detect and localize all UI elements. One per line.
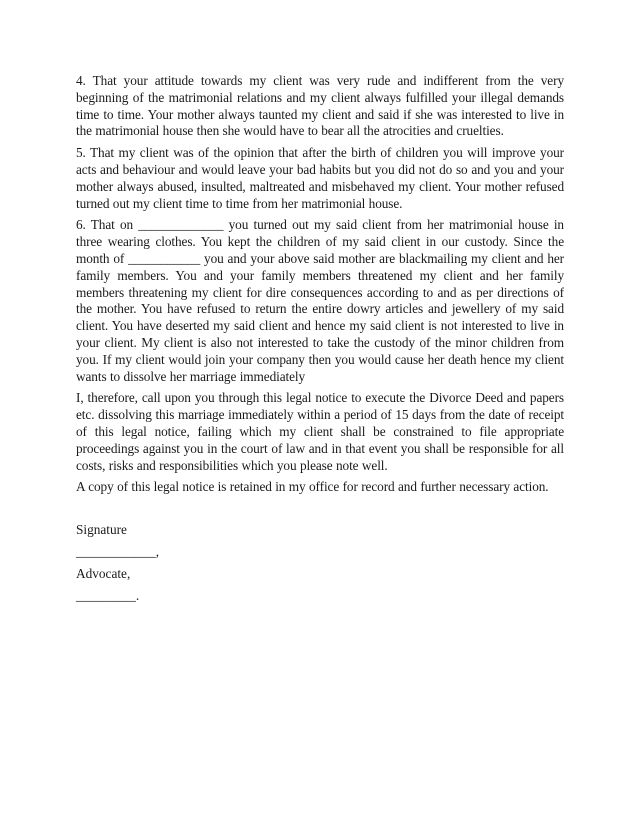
paragraph-5: 5. That my client was of the opinion that after the birth of children you will improve your acts and behaviour and would leave your bad habits but you did not do so and you and your mother always abused, insulted, maltreated and misbehaved my client. Your mother refused turned out my client time to time from her matrimonial house. (76, 145, 564, 211)
paragraph-4: 4. That your attitude towards my client was very rude and indifferent from the very beginning of the matrimonial relations and my client always fulfilled your illegal demands time to time. Your mother always taunted my client and said if she was interested to live in the matrimonial house then she would have to bear all the atrocities and cruelties. (76, 73, 564, 139)
record-note-paragraph: A copy of this legal notice is retained in my office for record and further necessary action. (76, 479, 549, 495)
paragraph-6: 6. That on _____________ you turned out my said client from her matrimonial house in three wearing clothes. You kept the children of my said client in our custody. Since the month of ___________ you and your above said mother are blackmailing my client and her family members. You and your family members threatened my client and her family members threatening my client for dire consequences according to and as per directions of the mother. You have refused to return the entire dowry articles and jewellery of my said client. You have deserted my said client and hence my said client is not interested to live in your client. My client is also not interested to take the custody of the minor children from you. If my client would join your company then you would cause her death hence my client wants to dissolve her marriage immediately (76, 217, 564, 384)
signature-label: Signature (76, 522, 127, 538)
signature-block (76, 522, 564, 604)
demand-paragraph: I, therefore, call upon you through this legal notice to execute the Divorce Deed and papers etc. dissolving this marriage immediately within a period of 15 days from the date of receipt of this legal notice, failing which my client shall be constrained to file appropriate proceedings against you in the court of law and in that event you shall be responsible for all costs, risks and responsibilities which you please note well. (76, 390, 564, 473)
signature-blank: ____________, (76, 543, 160, 559)
advocate-blank: _________. (76, 587, 140, 603)
advocate-label: Advocate, (76, 565, 131, 581)
